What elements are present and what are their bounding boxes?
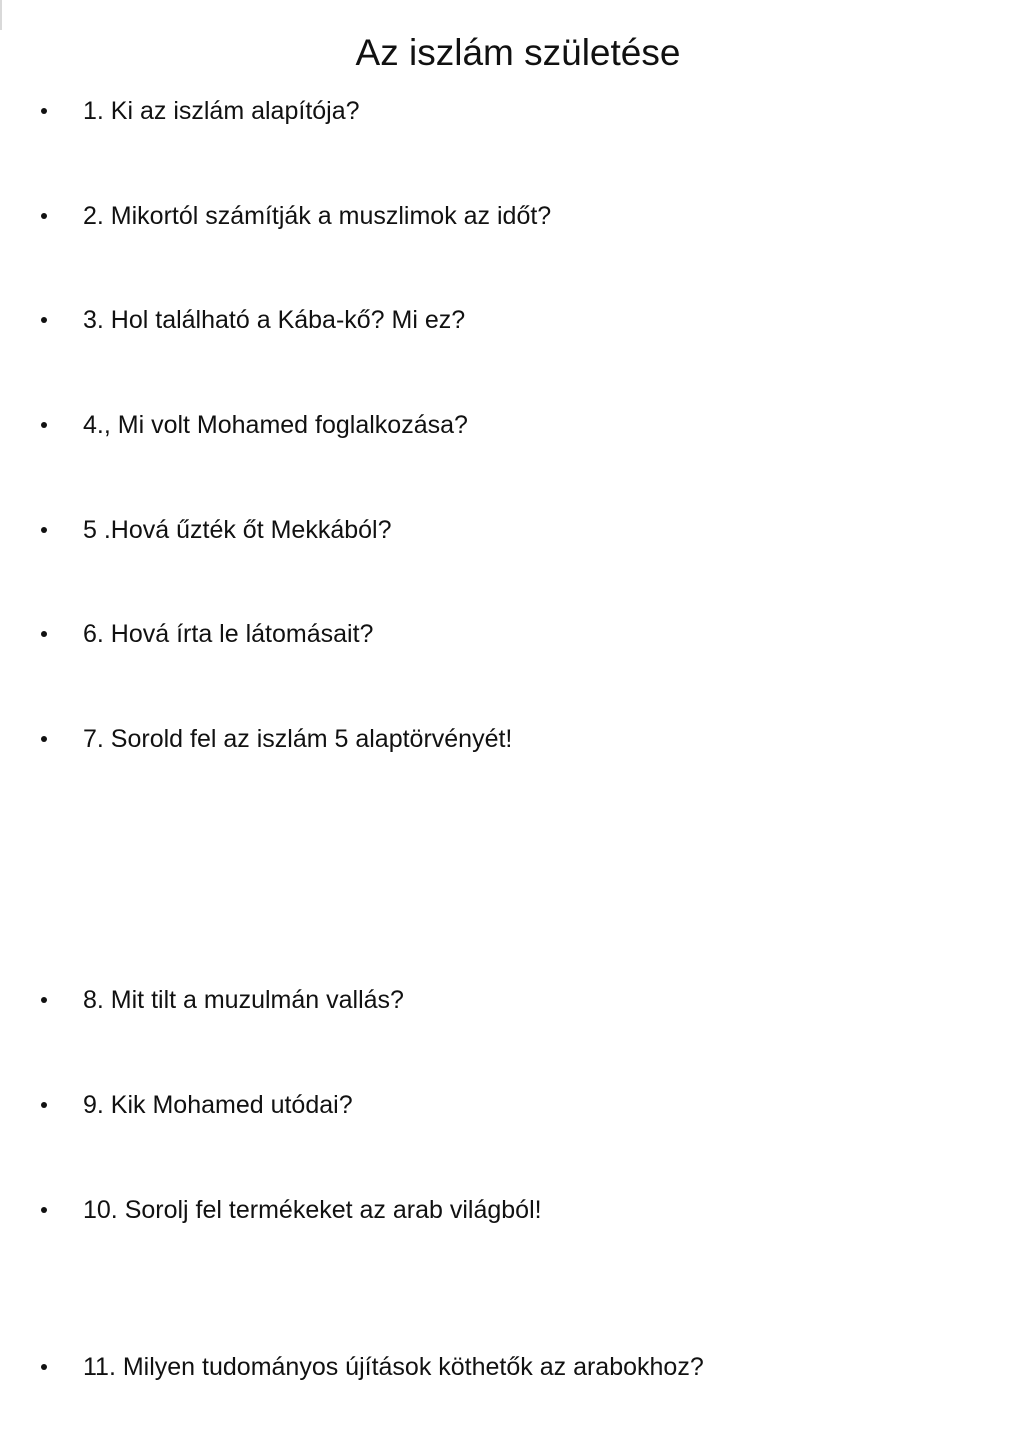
question-text: 7. Sorold fel az iszlám 5 alaptörvényét! (83, 725, 513, 753)
question-item-1 (0, 93, 1032, 129)
question-text: 1. Ki az iszlám alapítója? (83, 97, 360, 125)
question-item-3 (0, 302, 1032, 338)
bullet-icon (41, 422, 47, 428)
question-item-9 (0, 1087, 1032, 1123)
bullet-icon (41, 997, 47, 1003)
page-title: Az iszlám születése (355, 32, 681, 73)
bullet-icon (41, 631, 47, 637)
bullet-icon (41, 736, 47, 742)
question-item-4 (0, 407, 1032, 443)
question-item-10 (0, 1192, 1032, 1228)
page-edge-mark (0, 0, 2, 30)
question-text: 9. Kik Mohamed utódai? (83, 1091, 353, 1119)
question-item-8 (0, 982, 1032, 1018)
question-text: 4., Mi volt Mohamed foglalkozása? (83, 411, 468, 439)
question-text: 8. Mit tilt a muzulmán vallás? (83, 986, 404, 1014)
question-item-7 (0, 721, 1032, 757)
question-text: 6. Hová írta le látomásait? (83, 620, 374, 648)
question-text: 10. Sorolj fel termékeket az arab világból! (83, 1196, 542, 1224)
bullet-icon (41, 1102, 47, 1108)
bullet-icon (41, 1207, 47, 1213)
question-item-5 (0, 512, 1032, 548)
question-item-6 (0, 616, 1032, 652)
question-item-2 (0, 198, 1032, 234)
bullet-icon (41, 527, 47, 533)
bullet-icon (41, 1364, 47, 1370)
bullet-icon (41, 108, 47, 114)
question-text: 3. Hol található a Kába-kő? Mi ez? (83, 306, 466, 334)
bullet-icon (41, 317, 47, 323)
question-item-11 (0, 1349, 1032, 1385)
question-text: 11. Milyen tudományos újítások köthetők az arabokhoz? (83, 1353, 704, 1381)
question-text: 2. Mikortól számítják a muszlimok az időt? (83, 202, 552, 230)
question-text: 5 .Hová űzték őt Mekkából? (83, 516, 392, 544)
bullet-icon (41, 213, 47, 219)
